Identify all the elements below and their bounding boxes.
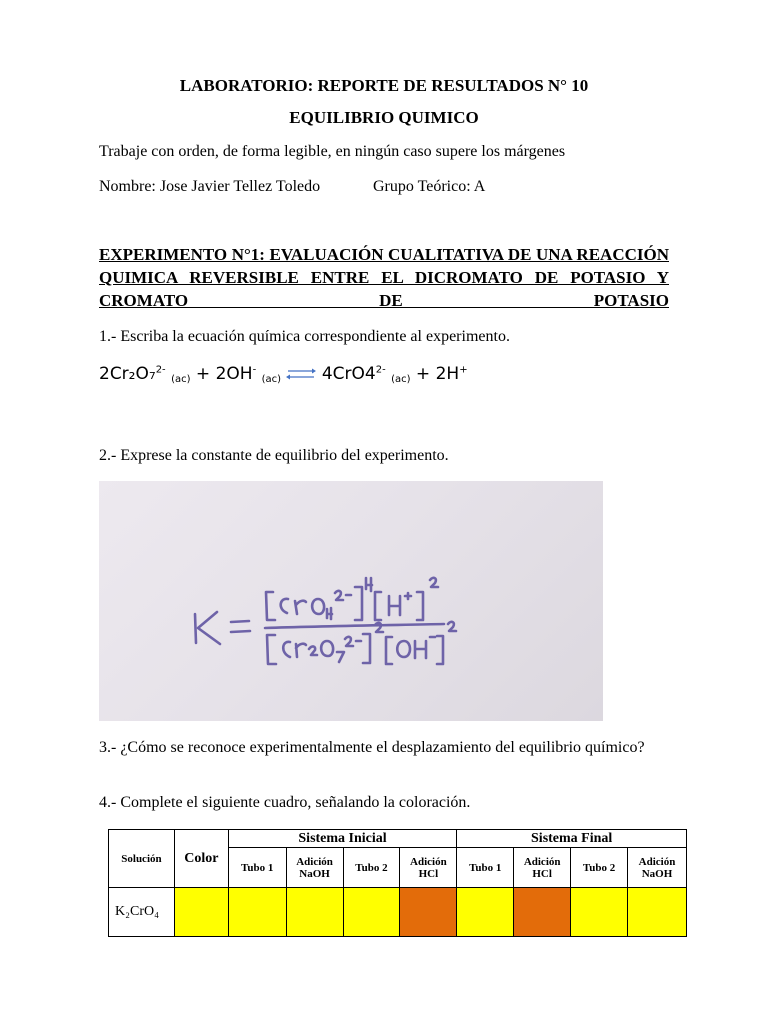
eq-product1-charge: 2- xyxy=(375,364,386,376)
cell-final-adicion-hcl[interactable] xyxy=(514,888,571,937)
eq-reactant1-phase: (ac) xyxy=(171,374,191,385)
eq-reactant2-phase: (ac) xyxy=(261,374,282,385)
cell-inicial-tubo-2[interactable] xyxy=(343,888,400,937)
cell-final-adicion-naoh[interactable] xyxy=(627,888,686,937)
subheader-final-adicion-naoh: Adición NaOH xyxy=(627,848,686,888)
eq-reactant2-charge: - xyxy=(252,364,257,376)
question-2: 2.- Exprese la constante de equilibrio del experimento. xyxy=(99,447,449,464)
header-color: Color xyxy=(174,830,228,888)
cell-final-tubo-2[interactable] xyxy=(571,888,628,937)
results-table xyxy=(108,829,687,937)
header-sistema-final: Sistema Final xyxy=(457,830,687,848)
eq-reactant1-charge: 2- xyxy=(155,364,166,376)
subheader-final-tubo-2: Tubo 2 xyxy=(571,848,628,888)
student-name: Nombre: Jose Javier Tellez Toledo xyxy=(99,178,321,195)
subheader-inicial-adicion-hcl: Adición HCl xyxy=(400,848,457,888)
report-subtitle: EQUILIBRIO QUIMICO xyxy=(289,108,479,127)
eq-product2-charge: + xyxy=(459,364,468,376)
row-solution-label: K₂CrO₄ xyxy=(109,888,175,937)
experiment-title: EXPERIMENTO N°1: EVALUACIÓN CUALITATIVA DE UNA REACCIÓN QUIMICA REVERSIBLE ENTRE EL DICROMATO DE POTASIO Y CROMATO DE POTASIO xyxy=(99,245,669,310)
subheader-inicial-tubo-1: Tubo 1 xyxy=(228,848,286,888)
subheader-inicial-tubo-2: Tubo 2 xyxy=(343,848,400,888)
header-sistema-inicial: Sistema Inicial xyxy=(228,830,457,848)
cell-color[interactable] xyxy=(174,888,228,937)
chemical-equation xyxy=(99,364,468,384)
equilibrium-arrows-icon xyxy=(286,367,316,381)
subheader-final-adicion-hcl: Adición HCl xyxy=(514,848,571,888)
eq-product1-phase: (ac) xyxy=(391,374,411,385)
eq-plus-oh: + 2OH xyxy=(190,364,253,384)
instructions-text: Trabaje con orden, de forma legible, en ningún caso supere los márgenes xyxy=(99,143,566,160)
eq-product1: 4CrO4 xyxy=(321,364,376,384)
cell-inicial-tubo-1[interactable] xyxy=(228,888,286,937)
handwritten-equilibrium-expression xyxy=(99,481,603,721)
question-3: 3.- ¿Cómo se reconoce experimentalmente el desplazamiento del equilibrio químico? xyxy=(99,739,645,756)
subheader-final-tubo-1: Tubo 1 xyxy=(457,848,514,888)
subheader-inicial-adicion-naoh: Adición NaOH xyxy=(286,848,343,888)
cell-inicial-adicion-naoh[interactable] xyxy=(286,888,343,937)
question-1: 1.- Escriba la ecuación química correspondiente al experimento. xyxy=(99,328,510,345)
eq-plus-h: + 2H xyxy=(410,364,460,384)
cell-final-tubo-1[interactable] xyxy=(457,888,514,937)
report-title: LABORATORIO: REPORTE DE RESULTADOS N° 10 xyxy=(179,76,589,95)
group-label: Grupo Teórico: A xyxy=(373,178,486,195)
question-4: 4.- Complete el siguiente cuadro, señalando la coloración. xyxy=(99,794,471,811)
cell-inicial-adicion-hcl[interactable] xyxy=(400,888,457,937)
header-solucion: Solución xyxy=(109,830,175,888)
eq-reactant1: 2Cr₂O₇ xyxy=(99,364,156,384)
equilibrium-constant-photo xyxy=(99,481,603,721)
